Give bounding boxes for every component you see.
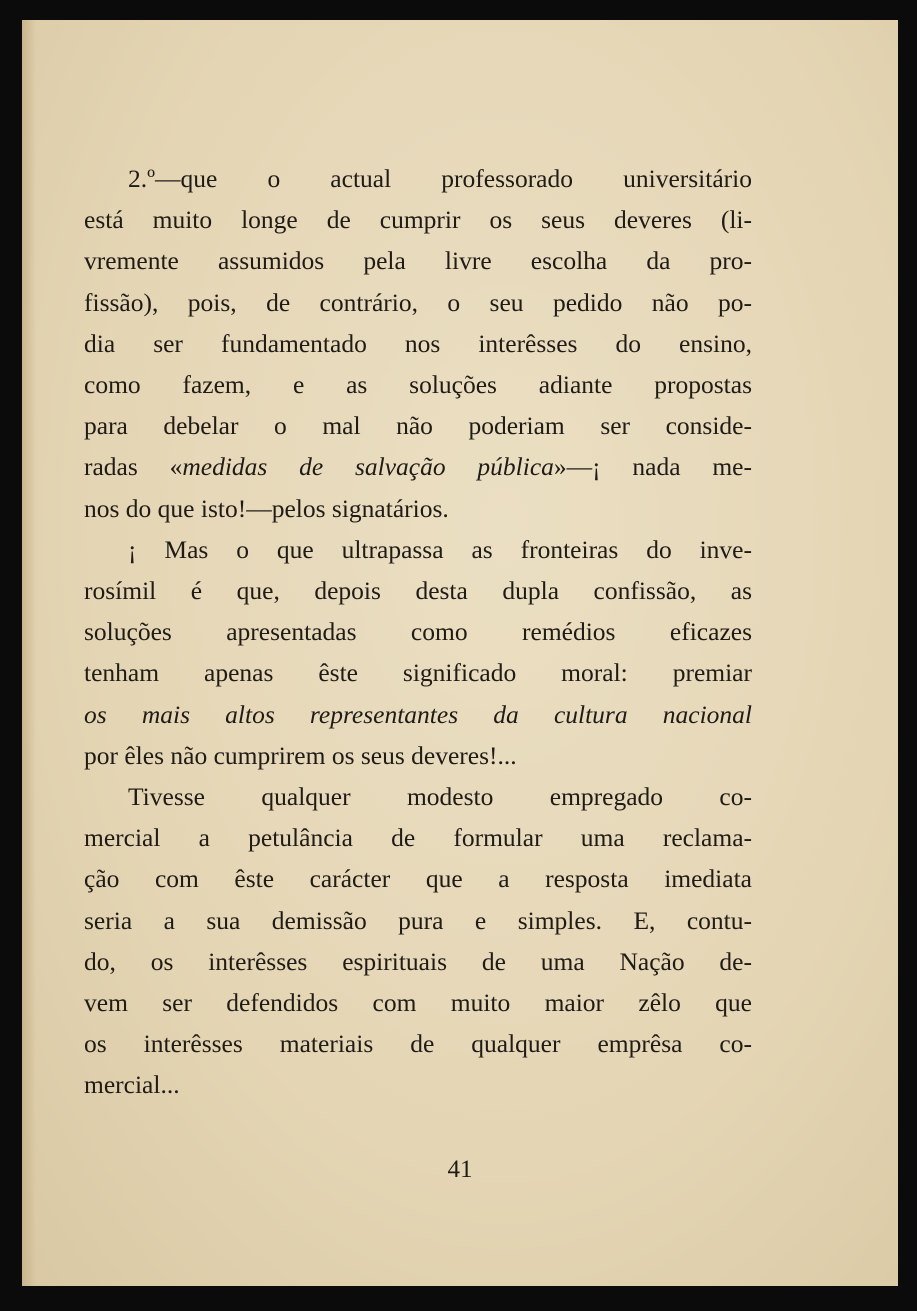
text-line: para debelar o mal não poderiam ser conside- bbox=[84, 411, 752, 441]
text-line: nos do que isto!—pelos signatários. bbox=[84, 493, 449, 523]
text-line: mercial... bbox=[84, 1070, 180, 1100]
text-line: rosímil é que, depois desta dupla confissão, as bbox=[84, 576, 752, 606]
text-line: por êles não cumprirem os seus deveres!... bbox=[84, 740, 517, 770]
body-text bbox=[84, 158, 752, 1106]
text-line: fissão), pois, de contrário, o seu pedido não po- bbox=[84, 287, 752, 317]
text-line: vem ser defendidos com muito maior zêlo que bbox=[84, 988, 752, 1018]
line-end: »—¡ nada me- bbox=[553, 452, 752, 482]
text-line: os interêsses materiais de qualquer emprêsa co- bbox=[84, 1029, 752, 1059]
text-line: Tivesse qualquer modesto empregado co- bbox=[128, 782, 752, 812]
text-line: tenham apenas êste significado moral: premiar bbox=[84, 658, 752, 688]
text-line: 2.º—que o actual professorado universitário bbox=[128, 164, 752, 193]
text-line: do, os interêsses espirituais de uma Nação de- bbox=[84, 946, 752, 976]
italic-text-line: os mais altos representantes da cultura nacional bbox=[84, 699, 752, 729]
text-line: vremente assumidos pela livre escolha da pro- bbox=[84, 246, 752, 276]
text-line: ção com êste carácter que a resposta imediata bbox=[84, 864, 752, 894]
page-number: 41 bbox=[447, 1156, 473, 1183]
text-line: dia ser fundamentado nos interêsses do ensino, bbox=[84, 328, 752, 358]
text-line: mercial a petulância de formular uma reclama- bbox=[84, 823, 752, 853]
book-page bbox=[22, 20, 898, 1286]
text-line: ¡ Mas o que ultrapassa as fronteiras do inve- bbox=[128, 534, 752, 564]
line-start: radas « bbox=[84, 452, 183, 482]
text-line-with-quote bbox=[84, 446, 752, 487]
text-line: seria a sua demissão pura e simples. E, contu- bbox=[84, 905, 752, 935]
text-line: soluções apresentadas como remédios eficazes bbox=[84, 617, 752, 647]
text-line: está muito longe de cumprir os seus deveres (li- bbox=[84, 205, 752, 235]
text-line: como fazem, e as soluções adiante propostas bbox=[84, 370, 752, 400]
italic-quote: medidas de salvação pública bbox=[182, 452, 554, 482]
